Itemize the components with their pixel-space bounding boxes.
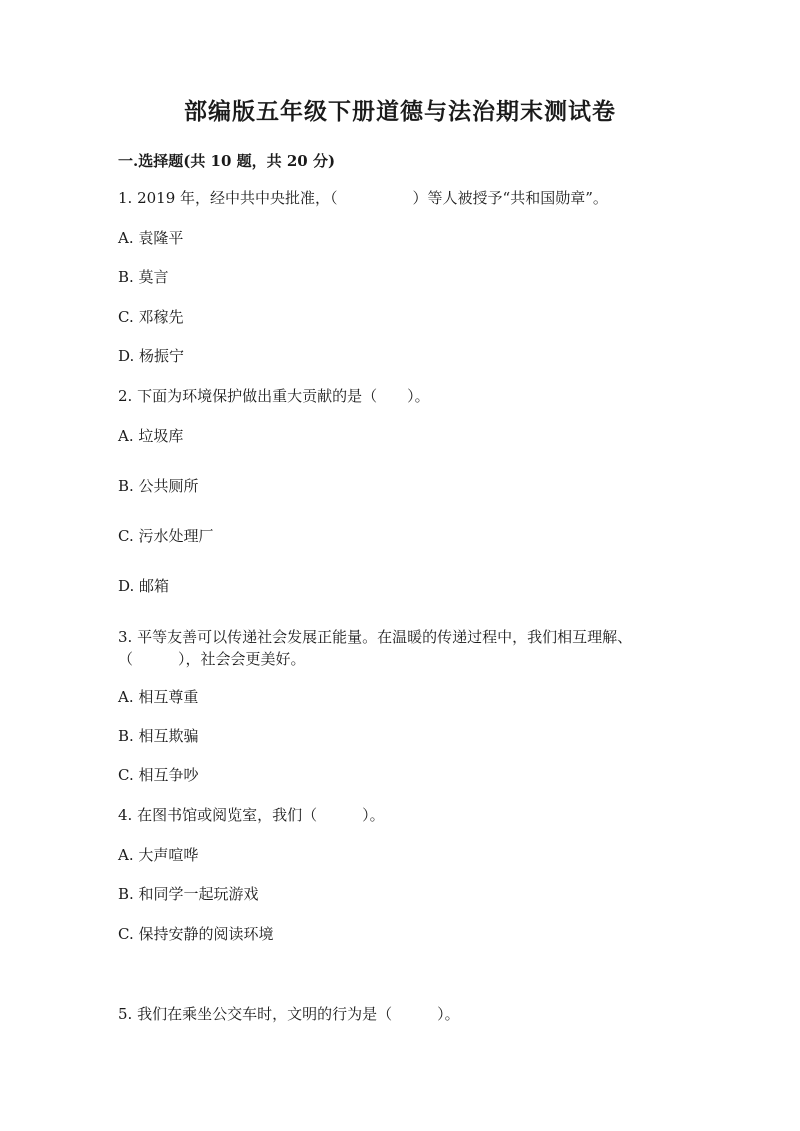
question-1-option-b: B. 莫言: [118, 268, 169, 286]
question-2-option-c: C. 污水处理厂: [118, 527, 214, 545]
page-title: 部编版五年级下册道德与法治期末测试卷: [184, 98, 616, 125]
question-2-option-b: B. 公共厕所: [118, 477, 199, 495]
question-4-option-a: A. 大声喧哗: [118, 846, 199, 864]
question-3-stem-line-1: 3. 平等友善可以传递社会发展正能量。在温暖的传递过程中，我们相互理解、: [118, 628, 633, 646]
question-1-stem: 1. 2019 年，经中共中央批准，（ ）等人被授予“共和国勋章”。: [118, 189, 608, 207]
question-3-option-c: C. 相互争吵: [118, 766, 199, 784]
question-3-stem-line-2: （ ），社会会更美好。: [118, 650, 306, 668]
question-5-stem: 5. 我们在乘坐公交车时，文明的行为是（ ）。: [118, 1005, 460, 1023]
question-4-option-c: C. 保持安静的阅读环境: [118, 925, 274, 943]
question-1-option-c: C. 邓稼先: [118, 308, 184, 326]
question-2-option-a: A. 垃圾库: [118, 427, 184, 445]
question-3-option-b: B. 相互欺骗: [118, 727, 199, 745]
section-heading: 一.选择题(共 10 题，共 20 分): [118, 152, 336, 170]
question-4-option-b: B. 和同学一起玩游戏: [118, 885, 259, 903]
question-3-option-a: A. 相互尊重: [118, 688, 199, 706]
question-1-option-a: A. 袁隆平: [118, 229, 184, 247]
question-1-option-d: D. 杨振宁: [118, 347, 185, 365]
question-2-option-d: D. 邮箱: [118, 577, 170, 595]
question-2-stem: 2. 下面为环境保护做出重大贡献的是（ ）。: [118, 387, 430, 405]
question-4-stem: 4. 在图书馆或阅览室，我们（ ）。: [118, 806, 385, 824]
